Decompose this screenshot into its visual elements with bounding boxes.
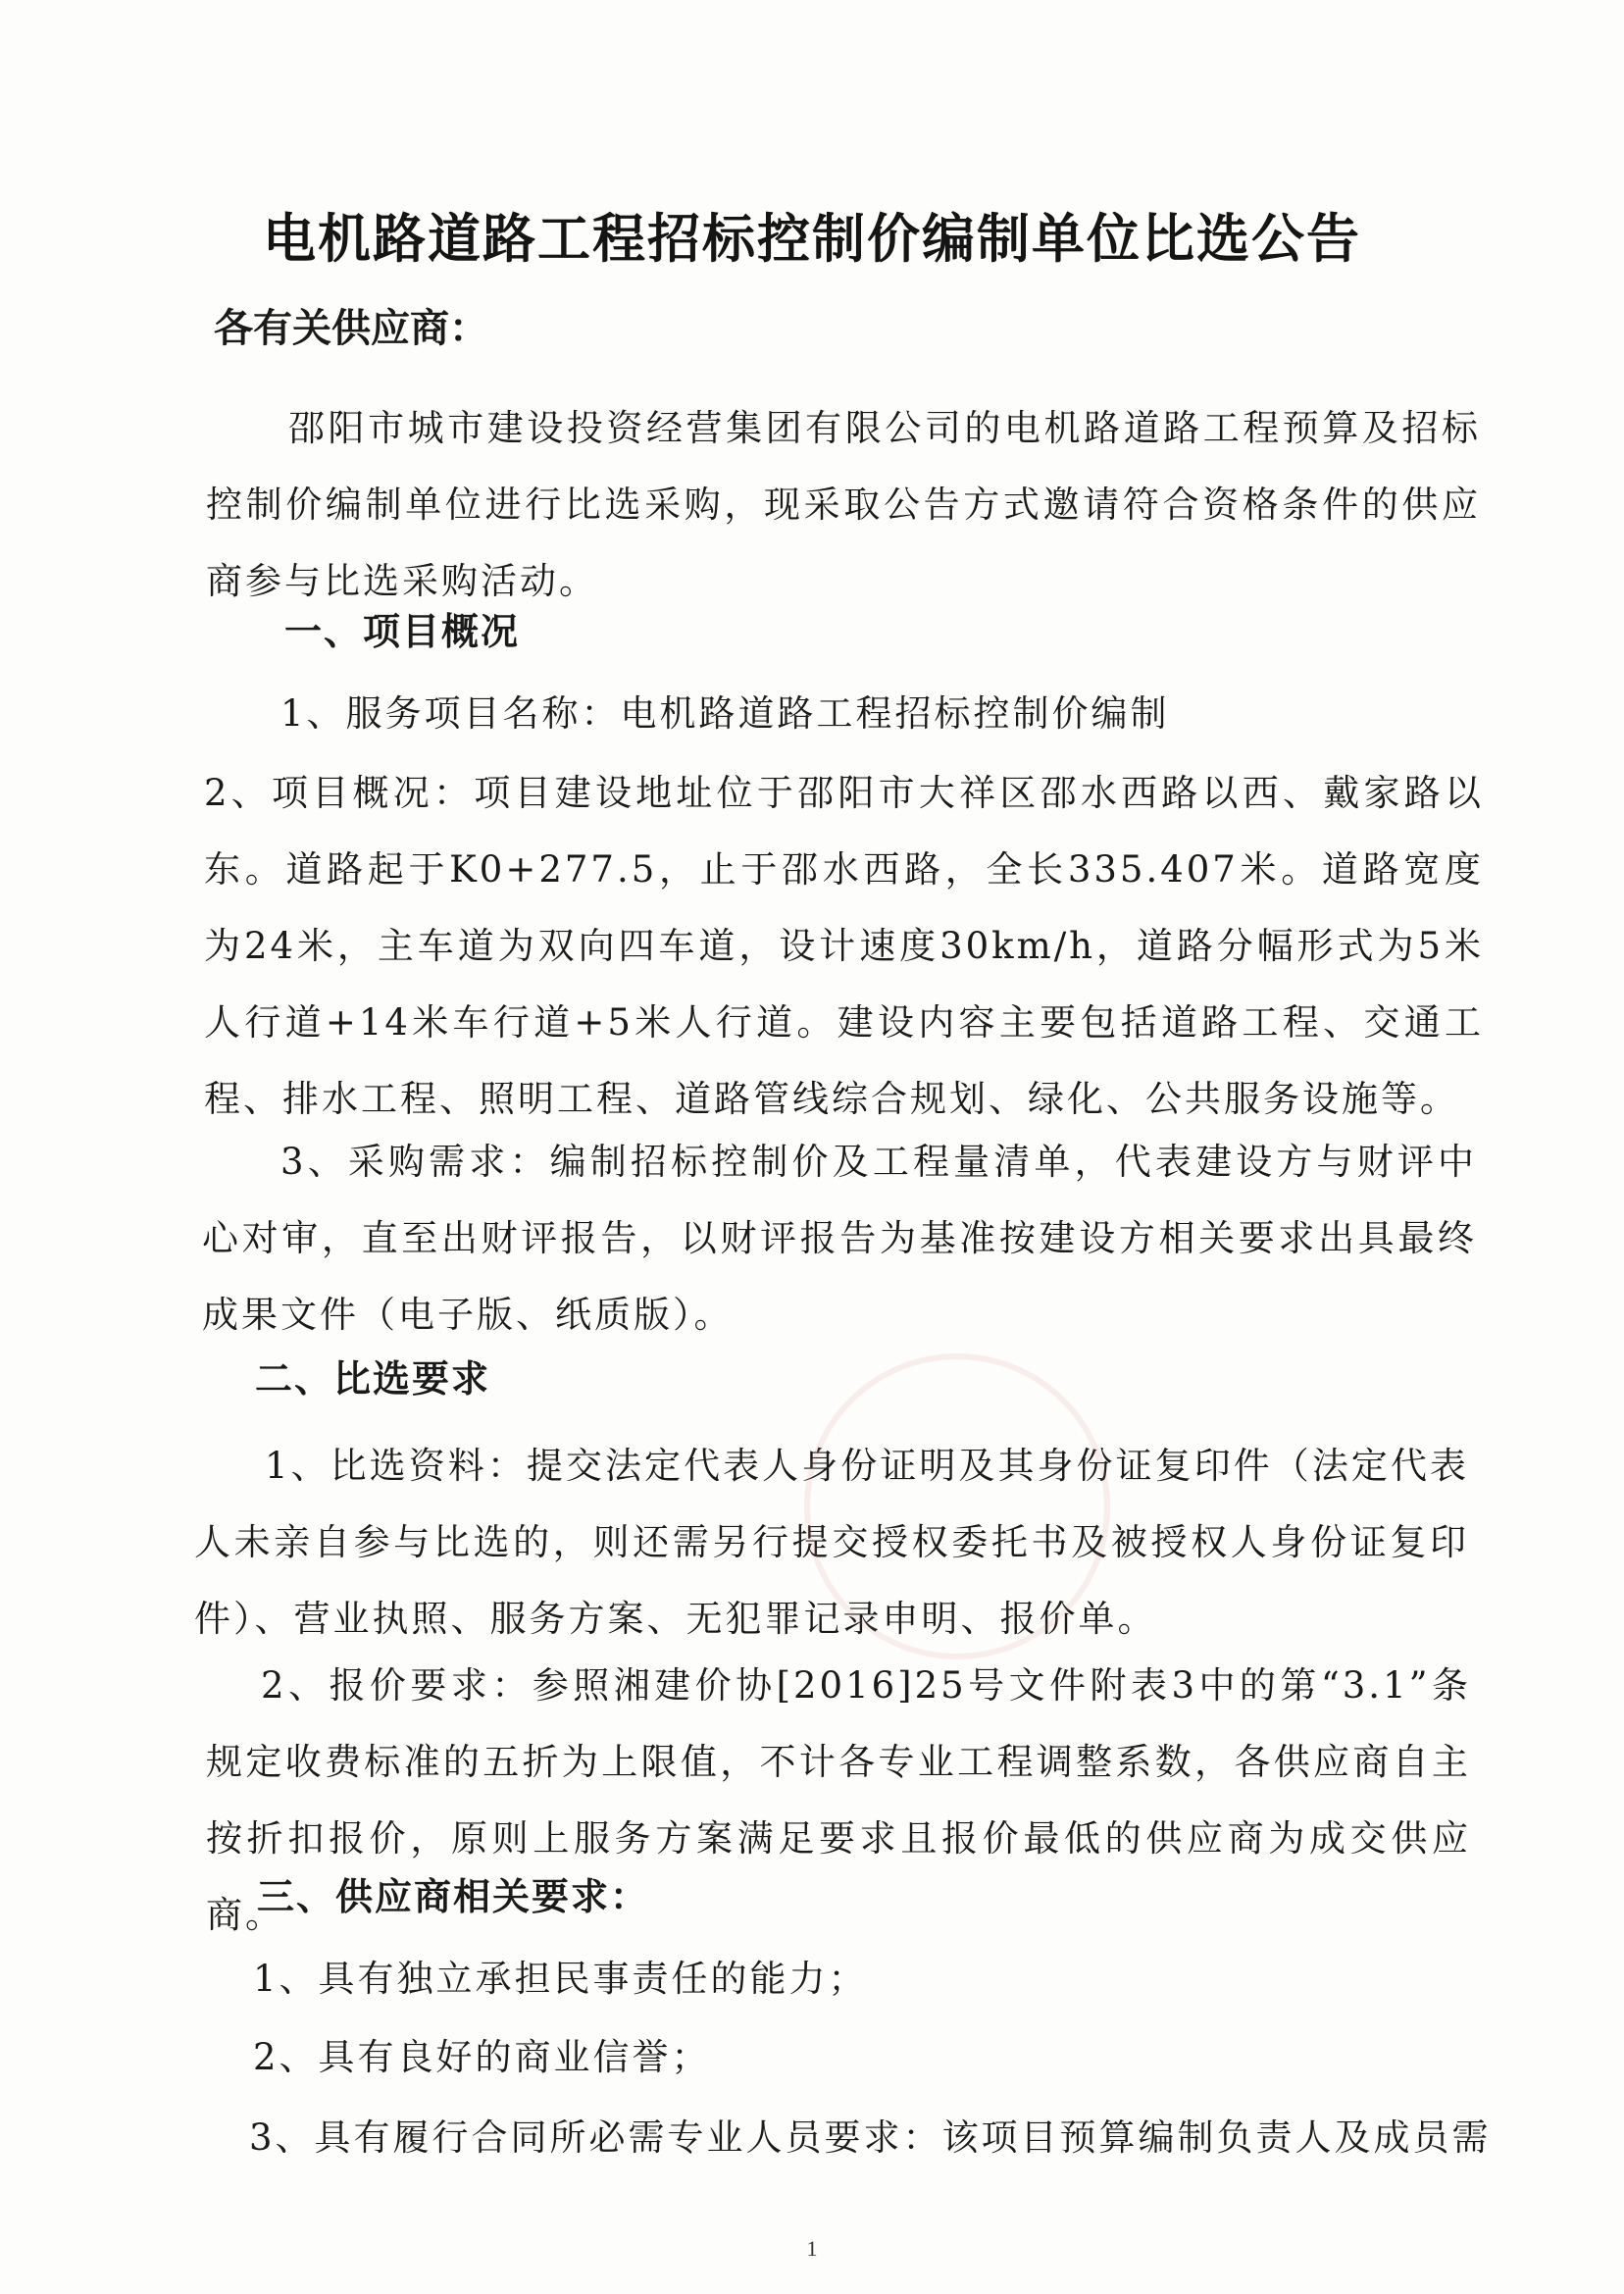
overview-item-2: 2、项目概况：项目建设地址位于邵阳市大祥区邵水西路以西、戴家路以东。道路起于K0+277.5，止于邵水西路，全长335.407米。道路宽度为24米，主车道为双向四车道，设计速度30km/h，道路分幅形式为5米人行道+14米车行道+5米人行道。建设内容主要包括道路工程、交通工程、排水工程、照明工程、道路管线综合规划、绿化、公共服务设施等。 bbox=[204, 772, 1484, 1120]
intro-paragraph: 邵阳市城市建设投资经营集团有限公司的电机路道路工程预算及招标控制价编制单位进行比选采购，现采取公告方式邀请符合资格条件的供应商参与比选采购活动。 bbox=[206, 407, 1481, 602]
section-heading-supplier: 三、供应商相关要求： bbox=[257, 1874, 650, 1918]
supplier-item-1: 1、具有独立承担民事责任的能力； bbox=[253, 1958, 868, 2000]
salutation: 各有关供应商： bbox=[214, 305, 488, 351]
supplier-item-2: 2、具有良好的商业信誉； bbox=[253, 2036, 711, 2078]
section-heading-requirements: 二、比选要求 bbox=[255, 1356, 491, 1401]
overview-item-3: 3、采购需求：编制招标控制价及工程量清单，代表建设方与财评中心对审，直至出财评报告，以财评报告为基准按建设方相关要求出具最终成果文件（电子版、纸质版）。 bbox=[202, 1141, 1477, 1336]
requirements-item-1: 1、比选资料：提交法定代表人身份证明及其身份证复印件（法定代表人未亲自参与比选的，则还需另行提交授权委托书及被授权人身份证复印件）、营业执照、服务方案、无犯罪记录申明、报价单。 bbox=[194, 1445, 1469, 1640]
supplier-item-3: 3、具有履行合同所必需专业人员要求：该项目预算编制负责人及成员需 bbox=[249, 2116, 1492, 2159]
overview-item-1: 1、服务项目名称：电机路道路工程招标控制价编制 bbox=[280, 692, 1170, 735]
requirements-item-2: 2、报价要求：参照湘建价协[2016]25号文件附表3中的第“3.1”条规定收费标准的五折为上限值，不计各专业工程调整系数，各供应商自主按折扣报价，原则上服务方案满足要求且报价最低的供应商为成交供应商。 bbox=[206, 1664, 1471, 1936]
section-heading-overview: 一、项目概况 bbox=[284, 609, 521, 653]
page-number: 1 bbox=[806, 2236, 818, 2261]
page-title: 电机路道路工程招标控制价编制单位比选公告 bbox=[263, 207, 1361, 270]
